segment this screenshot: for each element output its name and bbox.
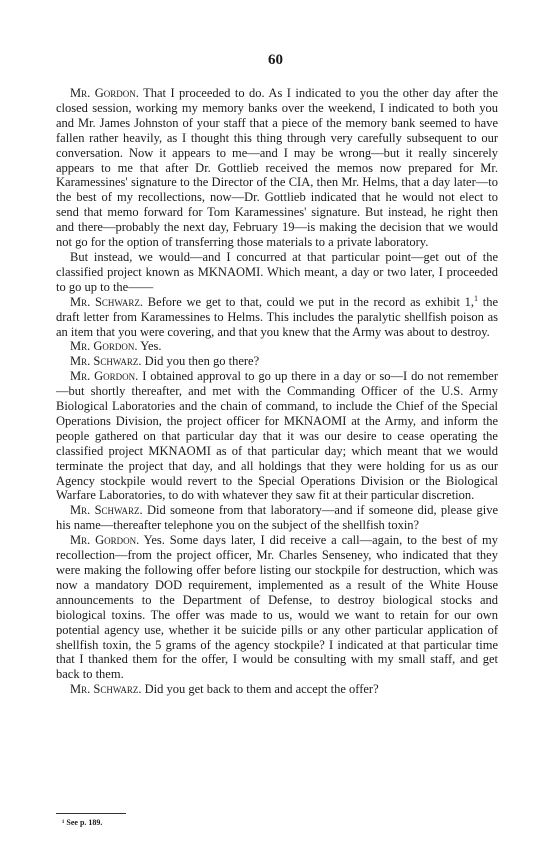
- page-number: 60: [268, 52, 283, 68]
- paragraph-text: Yes. Some days later, I did receive a call—again, to the best of my recollection—from the project officer, Mr. Charles Senseney, who indicated that they were making the following offer before listing our stockpile for destruction, which was now a mandatory DOD requirement, implemented as a result of the White House announcements to the Department of Defense, to destroy biological stocks and biological toxins. The offer was made to us, would we want to retain for our own potential agency use, whether it be suicide pills or any other particular application of shellfish toxin, the 5 grams of the agency stockpile? I indicated at that particular time that I thanked them for the offer, I would be consulting with my small staff, and get back to them.: [56, 533, 498, 682]
- speaker-label: Mr. Schwarz.: [70, 682, 142, 697]
- paragraph: [56, 354, 498, 369]
- paragraph-text: Before we get to that, could we put in the record as exhibit 1,: [143, 294, 475, 309]
- speaker-label: Mr. Schwarz.: [70, 294, 144, 309]
- paragraph-text: Did you get back to them and accept the offer?: [141, 682, 379, 697]
- paragraph-text: Yes.: [137, 339, 162, 354]
- paragraph-text: Did you then go there?: [141, 354, 260, 369]
- speaker-label: Mr. Schwarz.: [70, 503, 143, 518]
- speaker-label: Mr. Gordon.: [70, 86, 139, 100]
- speaker-label: Mr. Gordon.: [70, 533, 140, 548]
- paragraph: [56, 339, 498, 354]
- paragraph: [56, 682, 498, 697]
- paragraph-text: I obtained approval to go up there in a day or so—I do not remember—but shortly thereafter, and met with the Commanding Officer of the U.S. Army Biological Laboratories and the chain of command, to include the Chief of the Special Operations Division, the project officer for MKNAOMI at the Army, and inform the people gathered on that particular day that it was our desire to cease operating the classified project MKNAOMI as of that particular day; which meant that we would terminate the project that day, and all holdings that they were holding for us as our Agency stockpile would revert to the Special Operations Division or the Biological Warfare Laboratories, to do with whatever they saw fit at their particular discretion.: [56, 369, 498, 503]
- speaker-label: Mr. Gordon.: [70, 369, 139, 384]
- paragraph: [56, 369, 498, 503]
- paragraph: [56, 503, 498, 533]
- transcript-body: [56, 86, 498, 697]
- paragraph: [56, 533, 498, 682]
- paragraph-text: That I proceeded to do. As I indicated to you the other day after the closed session, working my memory banks over the weekend, I indicated to both you and Mr. James Johnston of your staff that a piece of the memory bank seemed to have fallen rather heavily, as I thought this thing through very carefully subsequent to our conversation. Now it appears to me—and I may be wrong—but it really sincerely appears to me that after Dr. Gottlieb received the memos now prepared for Mr. Karamessines' signature to the Director of the CIA, then Mr. Helms, that a day later—to the best of my recollections, now—Dr. Gottlieb indicated that he would not elect to send that memo forward for Tom Karamessines' signature. But instead, he right then and there—probably the next day, February 19—is making the decision that we would not go for the option of transferring those materials to a private laboratory.: [56, 86, 498, 250]
- paragraph: [56, 295, 498, 340]
- paragraph: [56, 250, 498, 295]
- footnote: ¹ See p. 189.: [62, 818, 103, 827]
- speaker-label: Mr. Gordon.: [70, 339, 138, 354]
- paragraph-text-continued: the draft letter from Karamessines to Helms. This includes the paralytic shellfish poison as an item that you were covering, and that you knew that the Army was about to destroy.: [56, 294, 499, 339]
- footnote-divider: [56, 813, 126, 814]
- paragraph-text: Did someone from that laboratory—and if someone did, please give his name—thereafter telephone you on the subject of the shellfish toxin?: [56, 503, 498, 533]
- paragraph-text: But instead, we would—and I concurred at that particular point—get out of the classified project known as MKNAOMI. Which meant, a day or two later, I proceeded to go up to the——: [56, 249, 498, 294]
- paragraph: [56, 86, 498, 250]
- speaker-label: Mr. Schwarz.: [70, 354, 142, 369]
- footnote-reference: 1: [474, 293, 479, 303]
